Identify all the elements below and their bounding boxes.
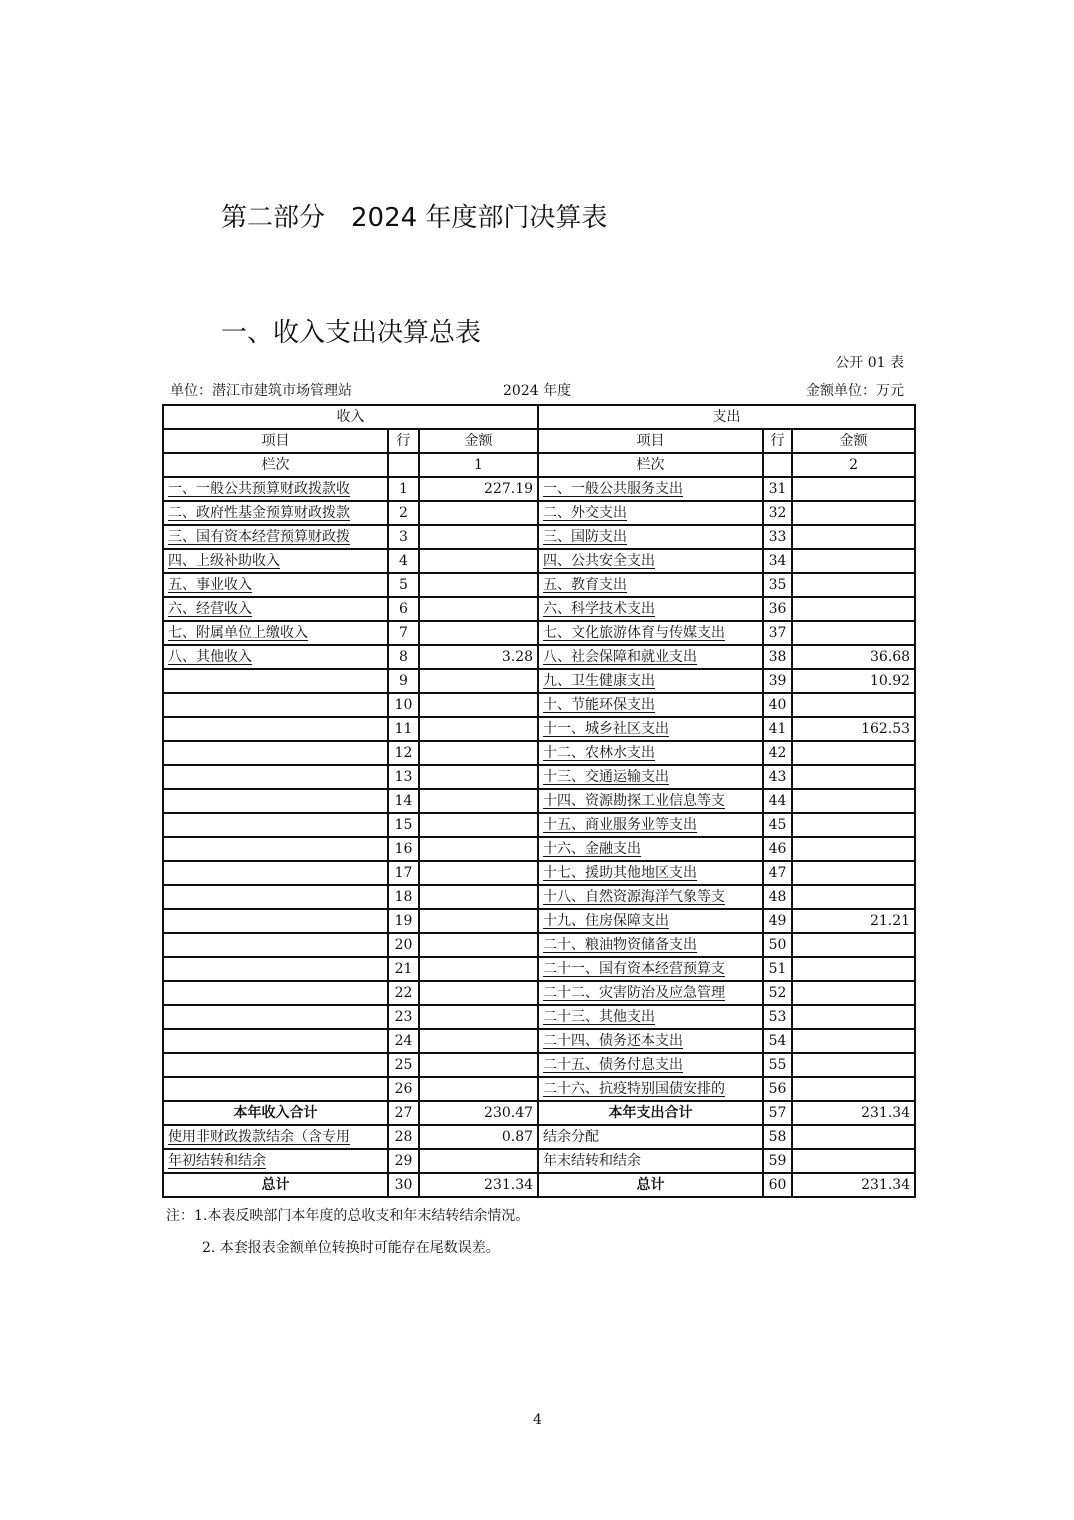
income-row-no: 21 — [388, 957, 419, 981]
income-item: 总计 — [163, 1173, 388, 1197]
expense-row-no: 44 — [763, 789, 792, 813]
table-row — [163, 741, 915, 765]
expense-item-text: 二十、粮油物资储备支出 — [543, 937, 698, 953]
table-row — [163, 669, 915, 693]
table-row — [163, 1077, 915, 1101]
income-item — [163, 765, 388, 789]
table-section-header-row — [163, 405, 915, 429]
expense-amount: 231.34 — [792, 1101, 915, 1125]
income-amount — [419, 861, 538, 885]
expense-amount: 21.21 — [792, 909, 915, 933]
income-item — [163, 837, 388, 861]
table-row — [163, 645, 915, 669]
table-row — [163, 525, 915, 549]
income-amount — [419, 669, 538, 693]
expense-row-no: 47 — [763, 861, 792, 885]
expense-item-text: 十一、城乡社区支出 — [543, 721, 670, 737]
expense-row-no: 57 — [763, 1101, 792, 1125]
income-amount — [419, 1005, 538, 1029]
expense-item-text: 一、一般公共服务支出 — [543, 481, 684, 497]
table-row — [163, 1005, 915, 1029]
expense-lanci: 栏次 — [538, 453, 763, 477]
note-1: 注：1.本表反映部门本年度的总收支和年末结转结余情况。 — [166, 1208, 530, 1224]
income-amount — [419, 933, 538, 957]
table-row — [163, 909, 915, 933]
expense-item-text: 十四、资源勘探工业信息等支 — [543, 793, 726, 809]
expense-amount — [792, 861, 915, 885]
table-row — [163, 477, 915, 501]
income-amount: 227.19 — [419, 477, 538, 501]
income-amount — [419, 813, 538, 837]
expense-item-text: 二十五、债务付息支出 — [543, 1057, 684, 1073]
expense-row-no: 49 — [763, 909, 792, 933]
expense-item — [538, 957, 763, 981]
table-row — [163, 597, 915, 621]
income-amount — [419, 1053, 538, 1077]
income-row-no: 4 — [388, 549, 419, 573]
income-row-no: 2 — [388, 501, 419, 525]
expense-item-text: 十八、自然资源海洋气象等支 — [543, 889, 726, 905]
table-row — [163, 789, 915, 813]
expense-item-text: 十九、住房保障支出 — [543, 913, 670, 929]
expense-item — [538, 765, 763, 789]
section-title: 一、收入支出决算总表 — [221, 318, 482, 348]
expense-amount — [792, 597, 915, 621]
income-amount — [419, 549, 538, 573]
expense-item — [538, 693, 763, 717]
income-item — [163, 621, 388, 645]
table-row — [163, 717, 915, 741]
expense-row-no: 34 — [763, 549, 792, 573]
expense-item-text: 五、教育支出 — [543, 577, 628, 593]
income-item-header: 项目 — [163, 429, 388, 453]
expense-row-no: 48 — [763, 885, 792, 909]
expense-row-no: 52 — [763, 981, 792, 1005]
expense-item-text: 二十四、债务还本支出 — [543, 1033, 684, 1049]
expense-amount — [792, 1005, 915, 1029]
expense-amount — [792, 981, 915, 1005]
expense-item — [538, 597, 763, 621]
expense-row-no: 59 — [763, 1149, 792, 1173]
income-row-no: 16 — [388, 837, 419, 861]
expense-row-no: 50 — [763, 933, 792, 957]
income-amount — [419, 621, 538, 645]
expense-amount-header: 金额 — [792, 429, 915, 453]
income-row-no: 7 — [388, 621, 419, 645]
table-row — [163, 1053, 915, 1077]
table-row — [163, 813, 915, 837]
income-amount — [419, 789, 538, 813]
income-item — [163, 525, 388, 549]
note-2: 2. 本套报表金额单位转换时可能存在尾数误差。 — [202, 1240, 500, 1256]
expense-item — [538, 909, 763, 933]
income-row-no: 17 — [388, 861, 419, 885]
income-amount: 0.87 — [419, 1125, 538, 1149]
income-lanci: 栏次 — [163, 453, 388, 477]
expense-item-text: 二十二、灾害防治及应急管理 — [543, 985, 726, 1001]
income-amount — [419, 597, 538, 621]
income-lanci-blank — [388, 453, 419, 477]
expense-item — [538, 885, 763, 909]
expense-amount — [792, 1029, 915, 1053]
income-row-no: 10 — [388, 693, 419, 717]
expense-item — [538, 549, 763, 573]
income-item — [163, 597, 388, 621]
expense-item — [538, 501, 763, 525]
expense-amount: 36.68 — [792, 645, 915, 669]
expense-item-text: 二十六、抗疫特别国债安排的 — [543, 1081, 726, 1097]
income-item — [163, 885, 388, 909]
income-item — [163, 789, 388, 813]
income-item-text: 使用非财政拨款结余（含专用 — [168, 1129, 350, 1145]
expense-row-no: 31 — [763, 477, 792, 501]
expense-item-text: 十二、农林水支出 — [543, 745, 656, 761]
expense-amount — [792, 741, 915, 765]
income-item-text: 六、经营收入 — [168, 601, 252, 617]
expense-item-text: 十、节能环保支出 — [543, 697, 656, 713]
expense-item-text: 十三、交通运输支出 — [543, 769, 670, 785]
income-row-no: 15 — [388, 813, 419, 837]
income-amount — [419, 1077, 538, 1101]
expense-item — [538, 861, 763, 885]
expense-item-text: 三、国防支出 — [543, 529, 628, 545]
income-item — [163, 669, 388, 693]
income-row-header: 行 — [388, 429, 419, 453]
expense-row-no: 55 — [763, 1053, 792, 1077]
expense-row-no: 42 — [763, 741, 792, 765]
income-row-no: 27 — [388, 1101, 419, 1125]
income-item — [163, 933, 388, 957]
expense-item-text: 二十三、其他支出 — [543, 1009, 656, 1025]
expense-amount — [792, 1053, 915, 1077]
income-row-no: 18 — [388, 885, 419, 909]
expense-item — [538, 645, 763, 669]
income-item — [163, 1005, 388, 1029]
income-item-text: 二、政府性基金预算财政拨款 — [168, 505, 350, 521]
income-amount — [419, 885, 538, 909]
table-row — [163, 693, 915, 717]
expense-item — [538, 789, 763, 813]
expense-row-no: 39 — [763, 669, 792, 693]
expense-row-no: 41 — [763, 717, 792, 741]
expense-item — [538, 981, 763, 1005]
table-row — [163, 981, 915, 1005]
income-row-no: 12 — [388, 741, 419, 765]
table-row — [163, 933, 915, 957]
income-item — [163, 981, 388, 1005]
income-item — [163, 549, 388, 573]
expense-item-text: 二、外交支出 — [543, 505, 628, 521]
table-row — [163, 837, 915, 861]
income-item-text: 八、其他收入 — [168, 649, 252, 665]
expense-amount — [792, 957, 915, 981]
expense-amount: 162.53 — [792, 717, 915, 741]
income-item — [163, 1077, 388, 1101]
income-item-text: 一、一般公共预算财政拨款收 — [168, 481, 350, 497]
expense-item-text: 二十一、国有资本经营预算支 — [543, 961, 726, 977]
income-item — [163, 645, 388, 669]
income-item-text: 七、附属单位上缴收入 — [168, 625, 308, 641]
expense-item-text: 十六、金融支出 — [543, 841, 642, 857]
income-item: 本年收入合计 — [163, 1101, 388, 1125]
expense-item — [538, 573, 763, 597]
income-row-no: 29 — [388, 1149, 419, 1173]
expense-lanci-blank — [763, 453, 792, 477]
expense-amount — [792, 477, 915, 501]
expense-amount — [792, 621, 915, 645]
expense-amount — [792, 573, 915, 597]
income-amount: 3.28 — [419, 645, 538, 669]
expense-amount — [792, 1077, 915, 1101]
income-row-no: 3 — [388, 525, 419, 549]
expense-item: 结余分配 — [538, 1125, 763, 1149]
income-item — [163, 957, 388, 981]
expense-row-no: 53 — [763, 1005, 792, 1029]
expense-header: 支出 — [538, 405, 915, 429]
income-item-text: 四、上级补助收入 — [168, 553, 280, 569]
expense-item — [538, 525, 763, 549]
table-row — [163, 957, 915, 981]
expense-item-text: 六、科学技术支出 — [543, 601, 656, 617]
income-amount — [419, 837, 538, 861]
notes — [166, 1207, 529, 1271]
expense-amount — [792, 789, 915, 813]
income-item — [163, 477, 388, 501]
expense-item-text: 八、社会保障和就业支出 — [543, 649, 698, 665]
expense-row-no: 56 — [763, 1077, 792, 1101]
table-row — [163, 765, 915, 789]
expense-amount — [792, 1125, 915, 1149]
expense-amount: 10.92 — [792, 669, 915, 693]
income-amount — [419, 909, 538, 933]
income-item — [163, 909, 388, 933]
income-amount — [419, 957, 538, 981]
income-col-no: 1 — [419, 453, 538, 477]
income-row-no: 9 — [388, 669, 419, 693]
total-row — [163, 1173, 915, 1197]
table-row — [163, 501, 915, 525]
income-row-no: 19 — [388, 909, 419, 933]
expense-amount — [792, 501, 915, 525]
income-row-no: 25 — [388, 1053, 419, 1077]
income-amount: 231.34 — [419, 1173, 538, 1197]
expense-amount — [792, 837, 915, 861]
expense-row-no: 40 — [763, 693, 792, 717]
table-code: 公开 01 表 — [835, 355, 904, 371]
income-row-no: 6 — [388, 597, 419, 621]
income-row-no: 22 — [388, 981, 419, 1005]
expense-amount — [792, 813, 915, 837]
income-row-no: 5 — [388, 573, 419, 597]
table-row — [163, 621, 915, 645]
expense-item — [538, 1029, 763, 1053]
expense-item-text: 七、文化旅游体育与传媒支出 — [543, 625, 726, 641]
expense-item-header: 项目 — [538, 429, 763, 453]
income-amount — [419, 741, 538, 765]
expense-item-text: 九、卫生健康支出 — [543, 673, 656, 689]
expense-row-no: 36 — [763, 597, 792, 621]
expense-item-text: 十五、商业服务业等支出 — [543, 817, 698, 833]
expense-item-text: 十七、援助其他地区支出 — [543, 865, 698, 881]
income-item — [163, 813, 388, 837]
money-unit: 金额单位：万元 — [806, 383, 904, 399]
expense-amount: 231.34 — [792, 1173, 915, 1197]
expense-row-no: 38 — [763, 645, 792, 669]
expense-amount — [792, 693, 915, 717]
expense-row-no: 37 — [763, 621, 792, 645]
income-row-no: 24 — [388, 1029, 419, 1053]
income-amount-header: 金额 — [419, 429, 538, 453]
income-row-no: 26 — [388, 1077, 419, 1101]
expense-item — [538, 933, 763, 957]
income-row-no: 30 — [388, 1173, 419, 1197]
income-row-no: 11 — [388, 717, 419, 741]
page-number: 4 — [533, 1412, 542, 1428]
income-item-text: 五、事业收入 — [168, 577, 252, 593]
income-amount — [419, 981, 538, 1005]
extra-row — [163, 1149, 915, 1173]
expense-item — [538, 1005, 763, 1029]
income-amount — [419, 573, 538, 597]
expense-row-no: 58 — [763, 1125, 792, 1149]
expense-row-no: 43 — [763, 765, 792, 789]
income-item — [163, 1053, 388, 1077]
income-row-no: 14 — [388, 789, 419, 813]
income-item — [163, 1029, 388, 1053]
expense-item — [538, 837, 763, 861]
income-row-no: 28 — [388, 1125, 419, 1149]
income-row-no: 23 — [388, 1005, 419, 1029]
income-item — [163, 501, 388, 525]
expense-item: 年末结转和结余 — [538, 1149, 763, 1173]
expense-amount — [792, 765, 915, 789]
expense-row-no: 45 — [763, 813, 792, 837]
expense-item — [538, 1077, 763, 1101]
table-row — [163, 573, 915, 597]
expense-item: 总计 — [538, 1173, 763, 1197]
income-amount — [419, 525, 538, 549]
subtotal-row — [163, 1101, 915, 1125]
income-item — [163, 1125, 388, 1149]
expense-row-no: 51 — [763, 957, 792, 981]
expense-row-no: 54 — [763, 1029, 792, 1053]
expense-item — [538, 1053, 763, 1077]
expense-item — [538, 741, 763, 765]
unit-label: 单位：潜江市建筑市场管理站 — [170, 383, 352, 399]
income-amount — [419, 717, 538, 741]
income-item — [163, 1149, 388, 1173]
income-row-no: 8 — [388, 645, 419, 669]
part-heading: 第二部分 2024 年度部门决算表 — [221, 203, 608, 233]
table-row — [163, 885, 915, 909]
extra-row — [163, 1125, 915, 1149]
income-row-no: 13 — [388, 765, 419, 789]
table-lanci-row — [163, 453, 915, 477]
expense-amount — [792, 1149, 915, 1173]
expense-item — [538, 621, 763, 645]
expense-row-header: 行 — [763, 429, 792, 453]
expense-item — [538, 717, 763, 741]
table-row — [163, 549, 915, 573]
income-amount — [419, 1029, 538, 1053]
table-row — [163, 861, 915, 885]
expense-col-no: 2 — [792, 453, 915, 477]
expense-item — [538, 669, 763, 693]
expense-amount — [792, 525, 915, 549]
income-amount: 230.47 — [419, 1101, 538, 1125]
year-label: 2024 年度 — [503, 383, 572, 399]
expense-item — [538, 477, 763, 501]
income-amount — [419, 1149, 538, 1173]
expense-amount — [792, 933, 915, 957]
income-header: 收入 — [163, 405, 538, 429]
income-item — [163, 717, 388, 741]
expense-amount — [792, 549, 915, 573]
expense-item — [538, 813, 763, 837]
expense-row-no: 32 — [763, 501, 792, 525]
income-expense-table — [162, 404, 916, 1198]
income-item — [163, 693, 388, 717]
expense-row-no: 46 — [763, 837, 792, 861]
income-item — [163, 861, 388, 885]
expense-item: 本年支出合计 — [538, 1101, 763, 1125]
expense-item-text: 四、公共安全支出 — [543, 553, 656, 569]
expense-row-no: 33 — [763, 525, 792, 549]
income-item-text: 三、国有资本经营预算财政拨 — [168, 529, 350, 545]
expense-row-no: 35 — [763, 573, 792, 597]
expense-row-no: 60 — [763, 1173, 792, 1197]
income-amount — [419, 765, 538, 789]
income-item — [163, 573, 388, 597]
income-row-no: 1 — [388, 477, 419, 501]
income-item — [163, 741, 388, 765]
income-amount — [419, 501, 538, 525]
income-amount — [419, 693, 538, 717]
table-row — [163, 1029, 915, 1053]
expense-amount — [792, 885, 915, 909]
income-item-text: 年初结转和结余 — [168, 1153, 266, 1169]
table-column-header-row — [163, 429, 915, 453]
income-row-no: 20 — [388, 933, 419, 957]
